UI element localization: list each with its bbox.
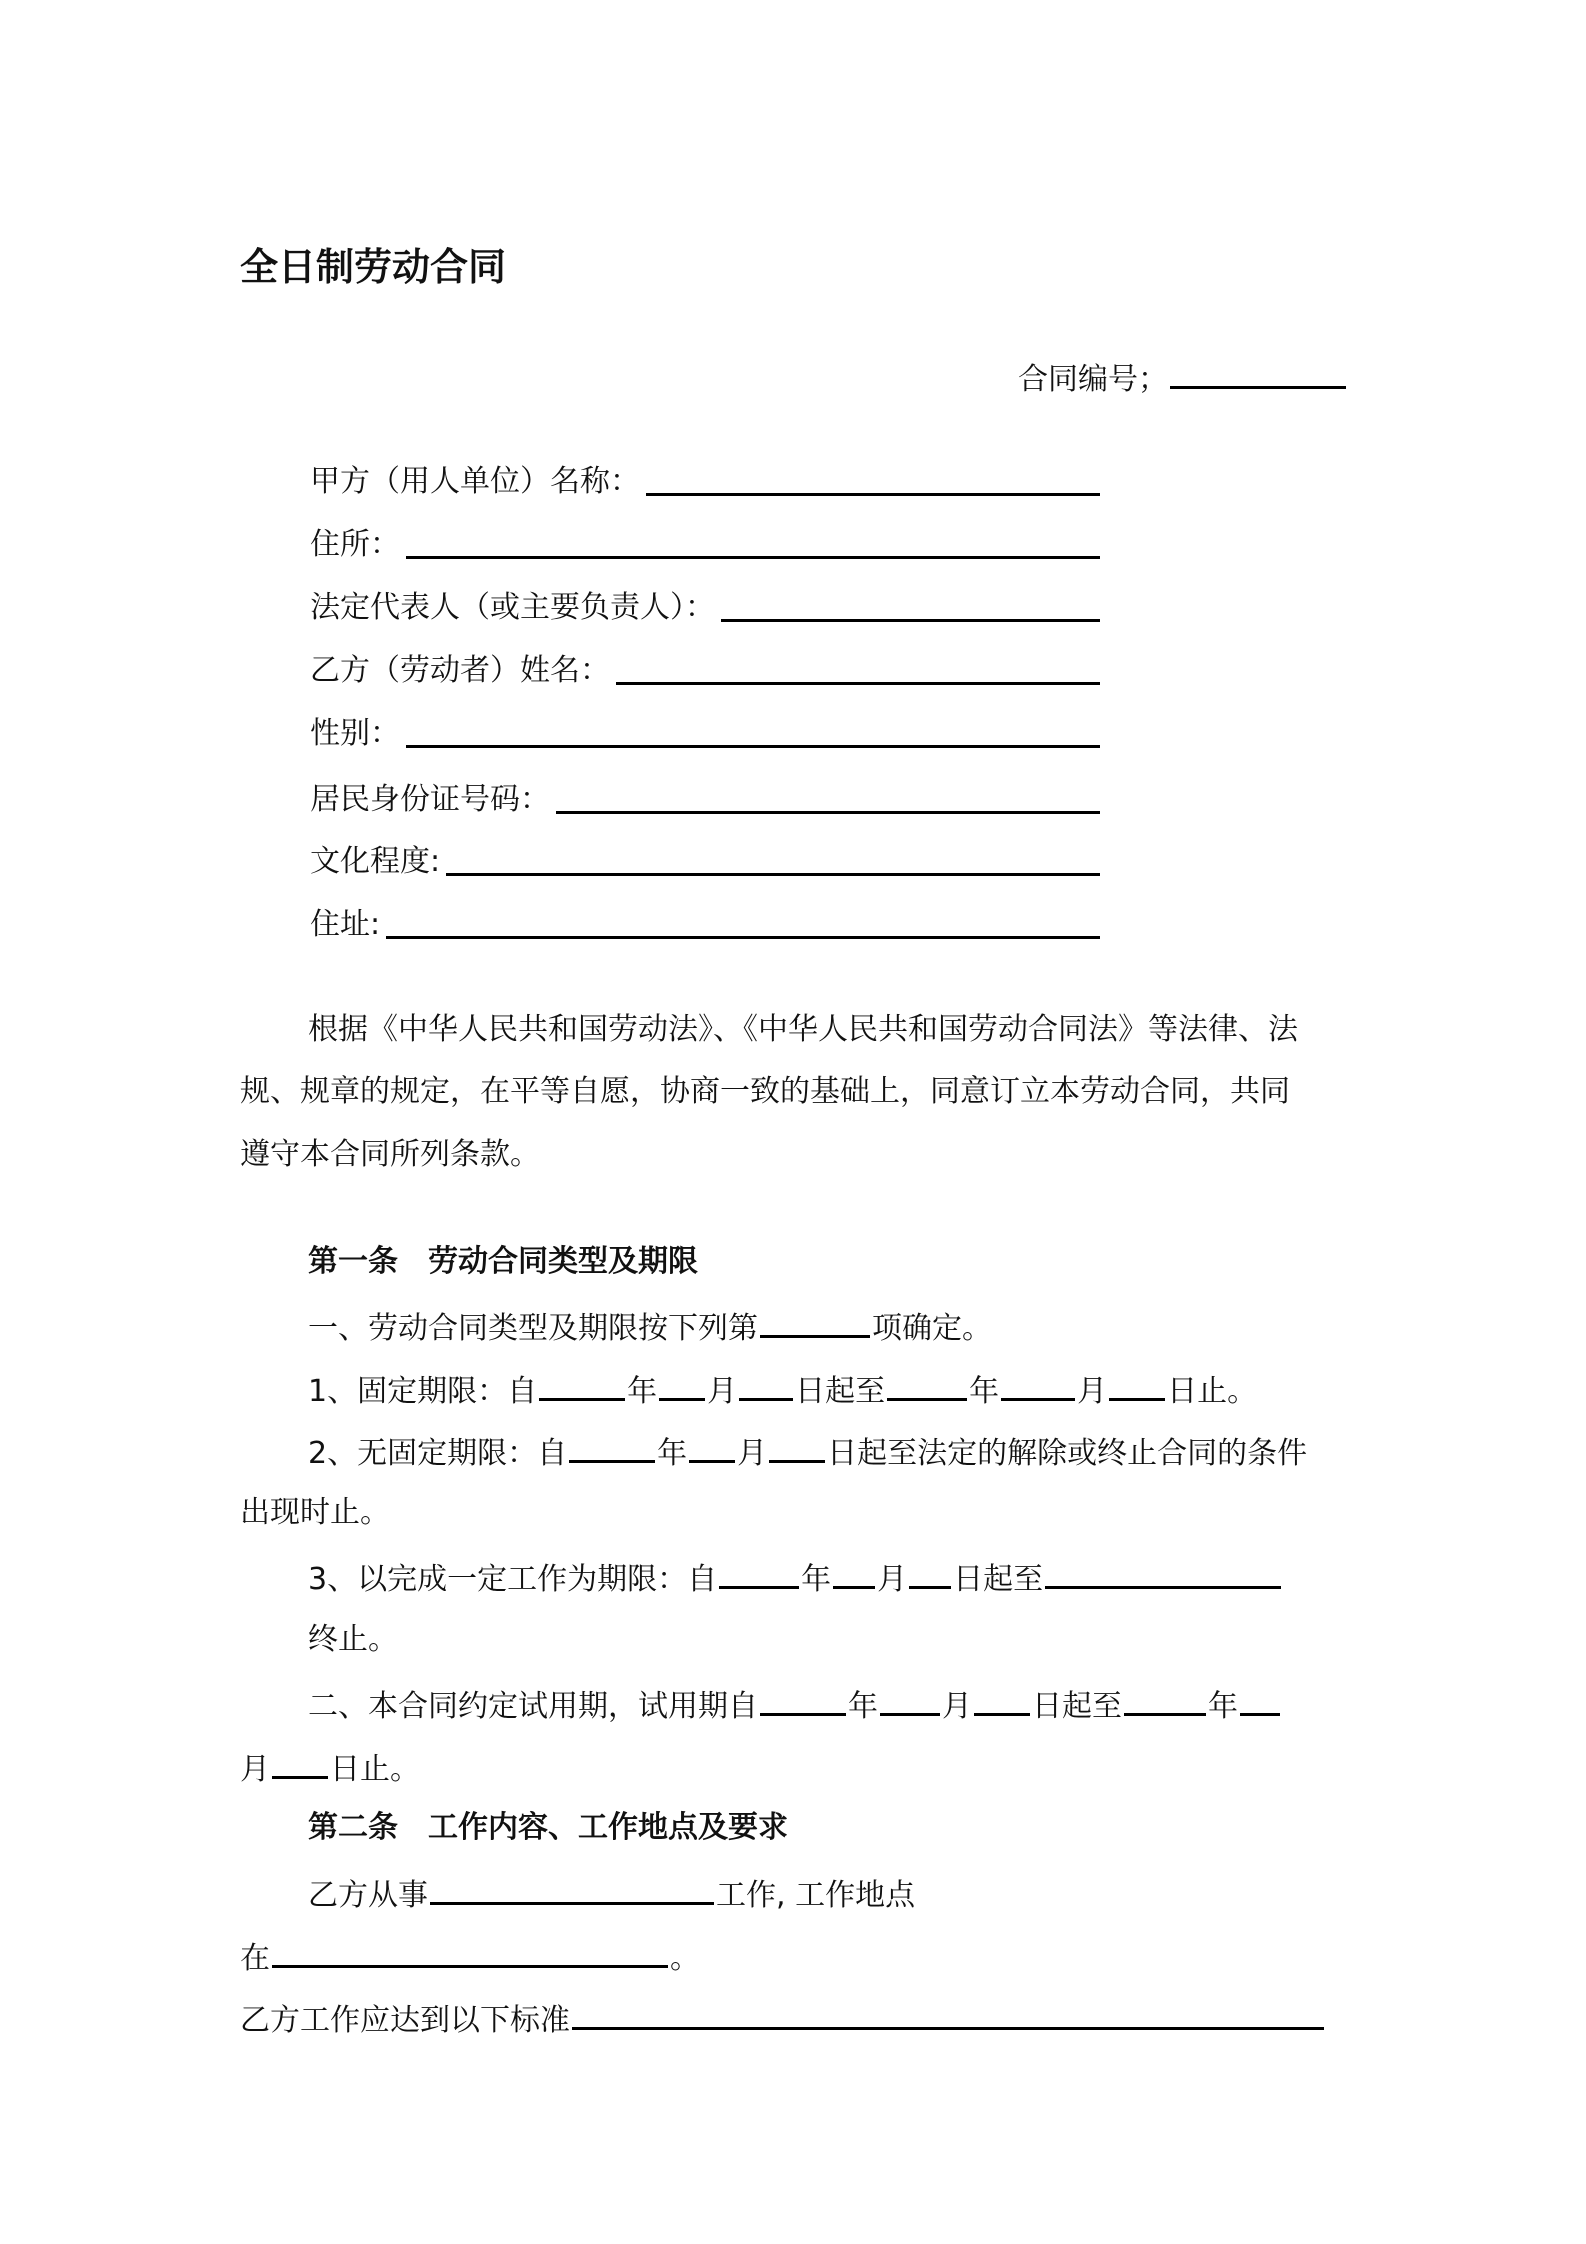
text: 日止。: [330, 1752, 420, 1787]
text: 月: [1077, 1374, 1108, 1409]
article-1-probation: [308, 1683, 1282, 1727]
blank[interactable]: [909, 1556, 951, 1589]
blank[interactable]: [769, 1430, 825, 1463]
field-blank[interactable]: [556, 783, 1100, 814]
field-label: 住址:: [310, 907, 381, 942]
field-party-b-name: [310, 651, 1100, 691]
text: 工作, 工作地点: [716, 1878, 916, 1913]
article-1-heading: 第一条 劳动合同类型及期限: [308, 1244, 698, 1279]
text: 在: [240, 1941, 270, 1976]
text: 年: [848, 1689, 878, 1724]
article-2-line-1: [308, 1872, 915, 1916]
article-1-item-2-cont: 出现时止。: [240, 1495, 390, 1530]
text: 月: [707, 1374, 738, 1409]
field-label: 文化程度:: [310, 844, 441, 879]
text: 年: [627, 1374, 658, 1409]
text: 月: [942, 1689, 972, 1724]
field-blank[interactable]: [406, 717, 1100, 748]
text: 。: [670, 1941, 700, 1976]
text: 年: [1208, 1689, 1238, 1724]
blank[interactable]: [1001, 1368, 1075, 1401]
article-1-intro: [308, 1305, 992, 1349]
text: 日止。: [1167, 1374, 1258, 1409]
text: 日起至法定的解除或终止合同的条件: [827, 1436, 1308, 1471]
blank[interactable]: [1240, 1683, 1280, 1716]
preamble-line-3: 遵守本合同所列条款。: [240, 1137, 540, 1172]
text: 3、以完成一定工作为期限：自: [308, 1562, 718, 1597]
contract-number-row: [1018, 356, 1348, 400]
blank[interactable]: [430, 1872, 714, 1905]
text: 乙方工作应达到以下标准: [240, 2003, 570, 2038]
text: 年: [801, 1562, 832, 1597]
field-label: 甲方（用人单位）名称：: [310, 464, 640, 499]
blank[interactable]: [689, 1430, 735, 1463]
blank[interactable]: [569, 1430, 655, 1463]
field-blank[interactable]: [406, 528, 1100, 559]
field-blank[interactable]: [446, 845, 1100, 876]
blank[interactable]: [659, 1368, 705, 1401]
field-id-number: [310, 780, 1100, 820]
field-blank[interactable]: [386, 908, 1100, 939]
contract-number-label: 合同编号；: [1018, 362, 1168, 397]
blank[interactable]: [760, 1683, 846, 1716]
text: 1、固定期限：自: [308, 1374, 538, 1409]
blank[interactable]: [572, 1997, 1324, 2030]
field-party-a-name: [310, 462, 1100, 502]
article-1-item-2: [308, 1430, 1307, 1474]
text: 年: [657, 1436, 688, 1471]
blank[interactable]: [887, 1368, 967, 1401]
text: 日起至: [795, 1374, 886, 1409]
article-1-probation-cont: [240, 1746, 420, 1790]
blank[interactable]: [272, 1746, 328, 1779]
blank[interactable]: [974, 1683, 1030, 1716]
blank[interactable]: [760, 1305, 870, 1338]
blank[interactable]: [1124, 1683, 1206, 1716]
field-party-b-address: [310, 905, 1100, 945]
field-label: 乙方（劳动者）姓名：: [310, 653, 610, 688]
field-label: 居民身份证号码：: [310, 782, 550, 817]
text: 2、无固定期限：自: [308, 1436, 568, 1471]
text: 月: [877, 1562, 908, 1597]
text: 月: [737, 1436, 768, 1471]
article-1-item-3-cont: 终止。: [308, 1622, 398, 1657]
blank[interactable]: [719, 1556, 799, 1589]
blank[interactable]: [272, 1935, 668, 1968]
field-education: [310, 842, 1100, 882]
blank[interactable]: [1109, 1368, 1165, 1401]
preamble-line-2: 规、规章的规定，在平等自愿，协商一致的基础上，同意订立本劳动合同，共同: [240, 1074, 1290, 1109]
document-title: 全日制劳动合同: [240, 245, 507, 289]
blank[interactable]: [739, 1368, 793, 1401]
text: 日起至: [1032, 1689, 1122, 1724]
preamble-line-1: 根据《中华人民共和国劳动法》、《中华人民共和国劳动合同法》等法律、法: [308, 1012, 1298, 1047]
article-1-item-1: [308, 1368, 1257, 1412]
text: 年: [969, 1374, 1000, 1409]
field-blank[interactable]: [616, 654, 1100, 685]
field-gender: [310, 714, 1100, 754]
field-label: 法定代表人（或主要负责人）：: [310, 590, 715, 625]
field-legal-representative: [310, 588, 1100, 628]
article-2-line-2: [240, 1935, 700, 1979]
text: 日起至: [953, 1562, 1044, 1597]
field-label: 住所：: [310, 527, 400, 562]
article-2-heading: 第二条 工作内容、工作地点及要求: [308, 1810, 788, 1845]
field-blank[interactable]: [721, 591, 1100, 622]
article-2-line-3: [240, 1997, 1326, 2041]
field-blank[interactable]: [646, 465, 1100, 496]
blank[interactable]: [880, 1683, 940, 1716]
text: 项确定。: [872, 1311, 992, 1346]
blank[interactable]: [539, 1368, 625, 1401]
article-1-item-3: [308, 1556, 1283, 1600]
text: 乙方从事: [308, 1878, 428, 1913]
field-party-a-address: [310, 525, 1100, 565]
text: 一、劳动合同类型及期限按下列第: [308, 1311, 758, 1346]
blank[interactable]: [833, 1556, 875, 1589]
blank[interactable]: [1045, 1556, 1281, 1589]
contract-number-blank[interactable]: [1170, 356, 1346, 389]
field-label: 性别：: [310, 716, 400, 751]
text: 月: [240, 1752, 270, 1787]
text: 二、本合同约定试用期，试用期自: [308, 1689, 758, 1724]
